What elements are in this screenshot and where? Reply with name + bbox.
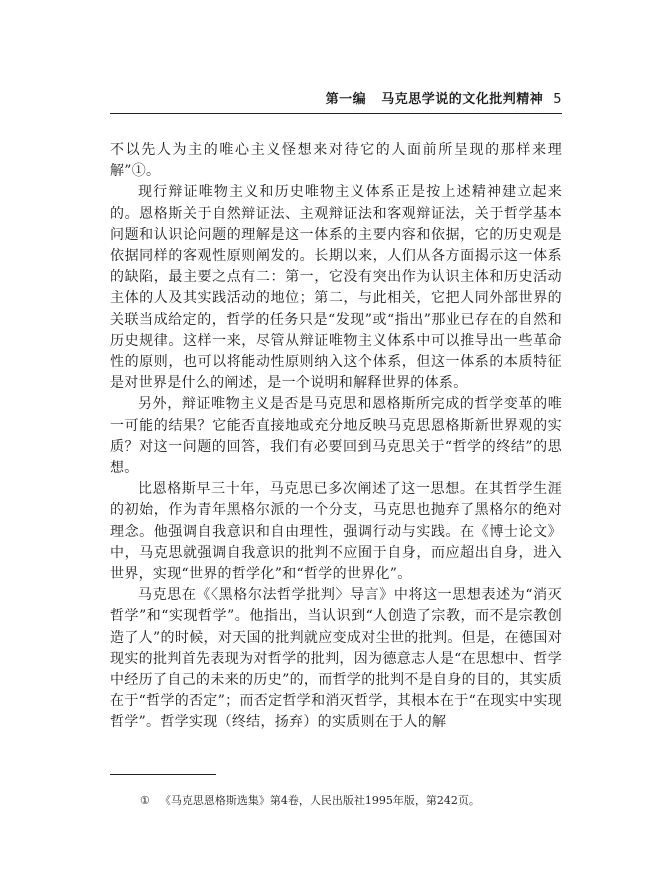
- footnote-mark: ①: [140, 794, 150, 807]
- header-rule: [110, 113, 562, 114]
- footnote: [140, 792, 480, 808]
- header-part: 第一编: [325, 92, 367, 107]
- footnote-text: 《马克思恩格斯选集》第4卷，人民出版社1995年版，第242页。: [159, 794, 480, 807]
- paragraph: 另外，辩证唯物主义是否是马克思和恩格斯所完成的哲学变革的唯一可能的结果？它能否直接地或充分地反映马克思恩格斯新世界观的实质？对这一问题的回答，我们有必要回到马克思关于“哲学的终结”的思想。: [110, 396, 562, 477]
- page-number: 5: [553, 92, 562, 107]
- paragraph: 比恩格斯早三十年，马克思已多次阐述了这一思想。在其哲学生涯的初始，作为青年黑格尔派的一个分支，马克思也抛弃了黑格尔的绝对理念。他强调自我意识和自由理性，强调行动与实践。在《博士论文》中，马克思就强调自我意识的批判不应囿于自身，而应超出自身，进入世界，实现“世界的哲学化”和“哲学的世界化”。: [110, 481, 562, 583]
- running-header: [326, 88, 562, 107]
- footnote-rule: [110, 774, 216, 775]
- paragraph: 现行辩证唯物主义和历史唯物主义体系正是按上述精神建立起来的。恩格斯关于自然辩证法、主观辩证法和客观辩证法，关于哲学基本问题和认识论问题的理解是这一体系的主要内容和依据，它的历史观是依据同样的客观性原则阐发的。长期以来，人们从各方面揭示这一体系的缺陷，最主要之点有二：第一，它没有突出作为认识主体和历史活动主体的人及其实践活动的地位；第二，与此相关，它把人同外部世界的关联当成给定的，哲学的任务只是“发现”或“指出”那业已存在的自然和历史规律。这样一来，尽管从辩证唯物主义体系中可以推导出一些革命性的原则，也可以将能动性原则纳入这个体系，但这一体系的本质特征是对世界是什么的阐述，是一个说明和解释世界的体系。: [110, 184, 562, 392]
- paragraph: 马克思在《〈黑格尔法哲学批判〉导言》中将这一思想表述为“消灭哲学”和“实现哲学”。他指出，当认识到“人创造了宗教，而不是宗教创造了人”的时候，对天国的批判就应变成对尘世的批判。但是，在德国对现实的批判首先表现为对哲学的批判，因为德意志人是“在思想中、哲学中经历了自己的未来的历史”的，而哲学的批判不是自身的目的，其实质在于“哲学的否定”；而否定哲学和消灭哲学，其根本在于“在现实中实现哲学”。哲学实现（终结，扬弃）的实质则在于人的解: [110, 587, 562, 731]
- header-title: 马克思学说的文化批判精神: [381, 92, 544, 107]
- paragraph: 不以先人为主的唯心主义怪想来对待它的人面前所呈现的那样来理解”①。: [110, 142, 562, 180]
- body-text: [110, 140, 562, 734]
